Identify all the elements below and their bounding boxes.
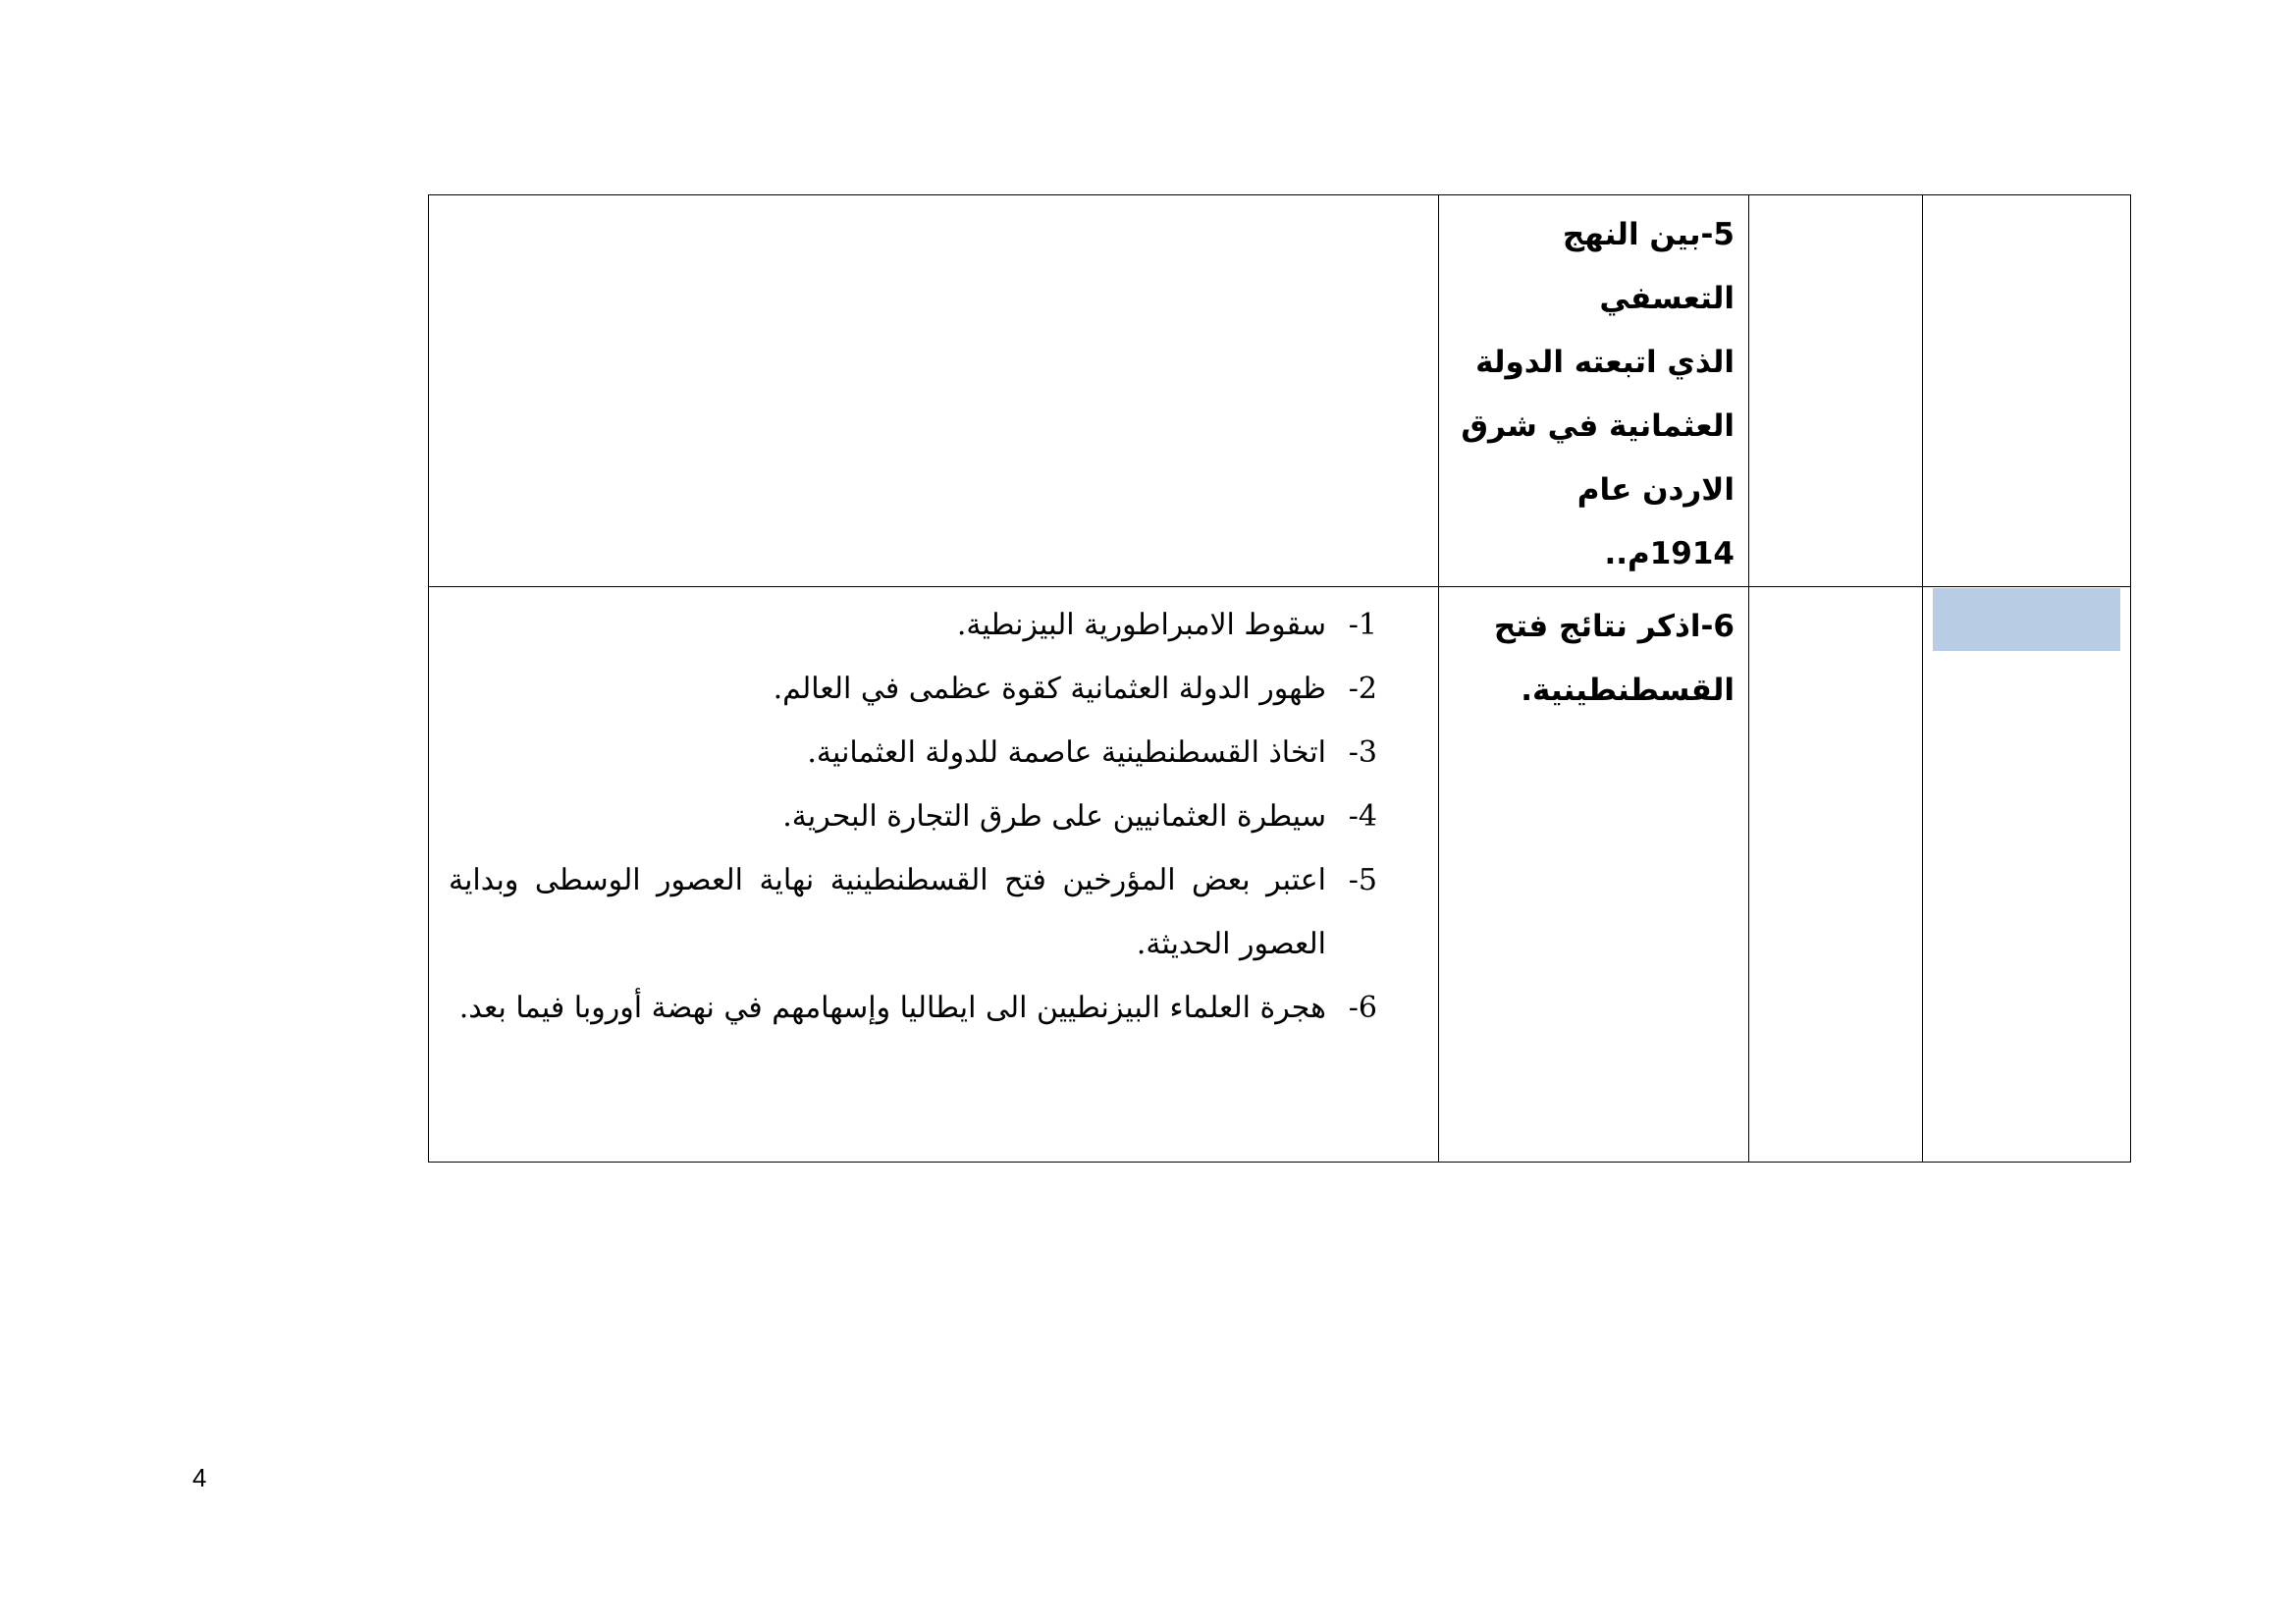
answer-cell bbox=[429, 195, 1439, 587]
list-item bbox=[449, 976, 1377, 1040]
list-item bbox=[449, 785, 1377, 848]
item-text: ظهور الدولة العثمانية كقوة عظمى في العالم. bbox=[773, 672, 1326, 706]
table-row bbox=[429, 195, 2131, 587]
item-number: 4- bbox=[1348, 799, 1377, 834]
item-number: 2- bbox=[1348, 672, 1377, 706]
questions-table bbox=[428, 194, 2131, 1163]
item-number: 5- bbox=[1348, 863, 1377, 897]
list-item bbox=[449, 721, 1377, 785]
list-item bbox=[449, 848, 1377, 976]
answer-cell bbox=[429, 587, 1439, 1163]
page-number: 4 bbox=[192, 1463, 207, 1492]
list-item bbox=[449, 593, 1377, 657]
empty-cell bbox=[1923, 195, 2131, 587]
item-number: 3- bbox=[1348, 735, 1377, 770]
highlight-block bbox=[1933, 588, 2120, 651]
question-cell bbox=[1439, 195, 1749, 587]
item-text: اتخاذ القسطنطينية عاصمة للدولة العثمانية. bbox=[807, 735, 1326, 770]
empty-cell bbox=[1749, 587, 1923, 1163]
question-text: 5-بين النهج التعسفي الذي اتبعته الدولة العثمانية في شرق الاردن عام 1914م.. bbox=[1461, 217, 1735, 571]
item-number: 1- bbox=[1348, 608, 1377, 642]
item-text: سيطرة العثمانيين على طرق التجارة البحرية. bbox=[782, 799, 1326, 834]
question-text: 6-اذكر نتائج فتح القسطنطينية. bbox=[1493, 609, 1735, 708]
item-number: 6- bbox=[1348, 991, 1377, 1025]
question-cell bbox=[1439, 587, 1749, 1163]
item-text: اعتبر بعض المؤرخين فتح القسطنطينية نهاية العصور الوسطى وبداية العصور الحديثة. bbox=[449, 863, 1326, 961]
item-text: هجرة العلماء البيزنطيين الى ايطاليا وإسهامهم في نهضة أوروبا فيما بعد. bbox=[458, 991, 1326, 1025]
table-row bbox=[429, 587, 2131, 1163]
list-item bbox=[449, 657, 1377, 721]
item-text: سقوط الامبراطورية البيزنطية. bbox=[956, 608, 1326, 642]
highlighted-cell bbox=[1923, 587, 2131, 1163]
answer-list bbox=[429, 587, 1438, 1040]
empty-cell bbox=[1749, 195, 1923, 587]
